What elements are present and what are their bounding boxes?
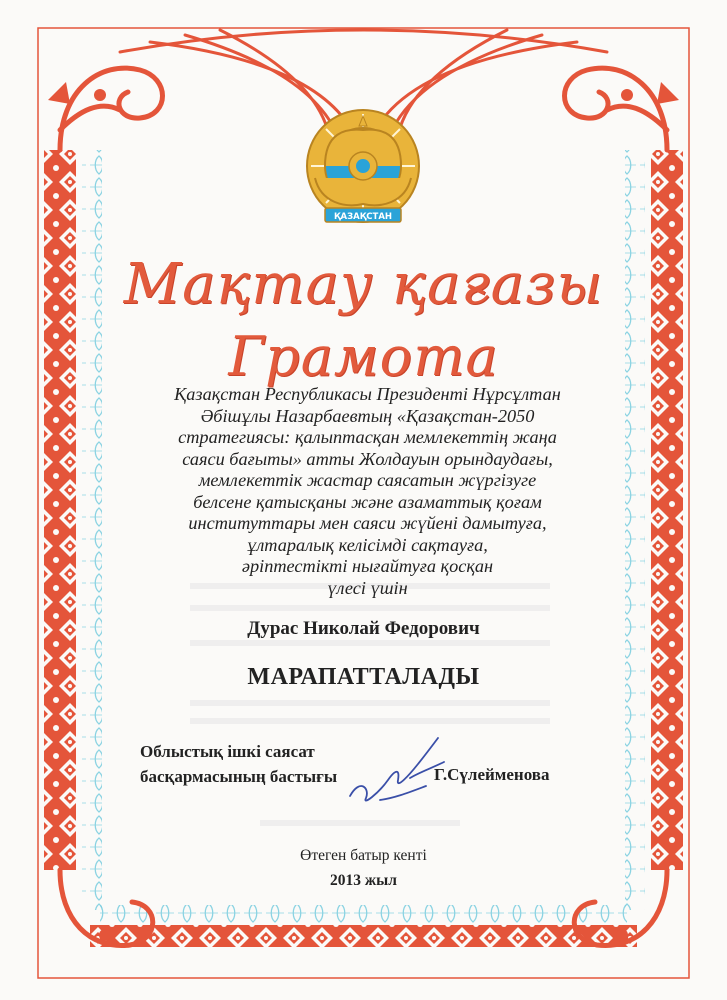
show-through-line xyxy=(190,640,550,646)
year-of-issue: 2013 жыл xyxy=(330,872,397,889)
citation-line: стратегиясы: қалыптасқан мемлекеттің жаңа xyxy=(178,427,557,447)
title-kazakh: Мақтау қағазы xyxy=(123,252,604,317)
signatory-title-line: Облыстық ішкі саясат xyxy=(140,742,315,761)
show-through-line xyxy=(190,605,550,611)
place-of-issue: Өтеген батыр кенті xyxy=(300,847,427,864)
citation-text xyxy=(130,384,605,599)
citation-line: ұлтаралық келісімді сақтауға, xyxy=(247,534,488,555)
citation-line: Әбішұлы Назарбаевтың «Қазақстан-2050 xyxy=(200,405,535,426)
citation-line: белсене қатысқаны және азаматтық қоғам xyxy=(193,491,542,512)
citation-line: Қазақстан Республикасы Президенті Нұрсұлтан xyxy=(174,384,561,404)
signatory-name: Г.Сүлейменова xyxy=(434,765,550,784)
citation-line: саяси бағыты» атты Жолдауын орындаудағы, xyxy=(182,448,553,469)
kazakhstan-emblem xyxy=(285,108,441,236)
emblem-caption: ҚАЗАҚСТАН xyxy=(333,212,393,222)
citation-line: мемлекеттік жастар саясатын жүргізуге xyxy=(198,470,537,490)
show-through-line xyxy=(190,700,550,706)
show-through-line xyxy=(190,718,550,724)
citation-line: үлесі үшін xyxy=(327,577,408,598)
citation-line: институттары мен саяси жүйені дамытуға, xyxy=(188,513,547,533)
signatory-title xyxy=(140,739,337,789)
handwritten-signature xyxy=(340,728,460,808)
awarded-heading: МАРАПАТТАЛАДЫ xyxy=(247,664,480,690)
citation-line: әріптестікті нығайтуға қосқан xyxy=(241,556,494,576)
recipient-name: Дурас Николай Федорович xyxy=(247,618,480,639)
title-russian: Грамота xyxy=(228,325,499,388)
signatory-title-line: басқармасының бастығы xyxy=(140,767,338,786)
footer xyxy=(0,843,727,893)
show-through-line xyxy=(260,820,460,826)
